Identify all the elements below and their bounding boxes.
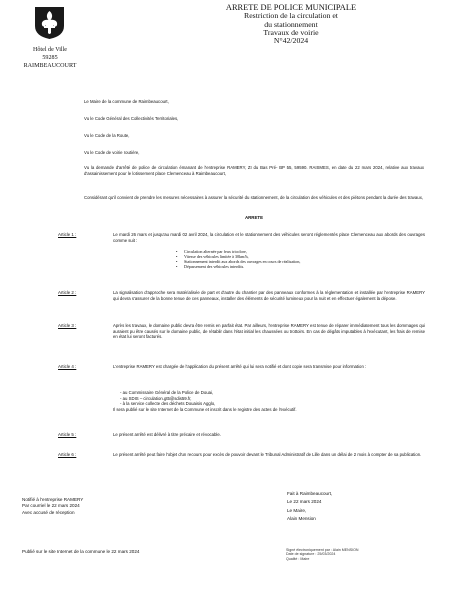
preamble-code-route: Vu le Code de la Route, [84, 133, 130, 138]
article-1-bullets [176, 249, 300, 269]
article-1-text: Le mardi 26 mars et jusqu'au mardi 02 avril 2024, la circulation et le stationnement des véhicules seront réglementés place Clemenceau aux abords des ouvrages comme suit : [113, 232, 425, 243]
esign-signer: Signé électroniquement par : Alain MENSION [286, 548, 359, 552]
city-postal-name: 59285 RAIMBEAUCOURT [23, 55, 77, 69]
notification-block [22, 497, 83, 516]
article-2-label: Article 2 : [58, 290, 77, 295]
notification-company: Notifié à l'entreprise RAMERY [22, 497, 84, 502]
article-2-text: La signalisation d'approche sera matérialisée de part et d'autre du chantier par des panneaux conformes à la réglementation et installée par l'entreprise RAMERY qui devra s'assurer de la bonne tenue de ces panneaux, installer des éléments de sécurité lumineux pour la nuit et en effectuer également la dépose. [113, 290, 425, 301]
signature-name: Alain Mension [287, 516, 316, 522]
bullet-text: Dépassement des véhicules interdits. [184, 264, 245, 270]
publication-note: Publié sur le site Internet de la commune le 22 mars 2024 [22, 549, 140, 554]
article-4-publication: Il sera publié sur le site Internet de la Commune et inscrit dans le registre des actes de l'exécutif. [113, 407, 297, 412]
signature-role: Le Maire, [287, 507, 307, 513]
bullet-item: • Vitesse des véhicules limitée à 30km/h, [176, 254, 249, 260]
title-number: N°42/2024 [273, 36, 309, 46]
preamble-request: Vu la demande d'arrêté de police de circulation émanant de l'entreprise RAMERY, ZI du Bas Pré- BP 55, 59590. RAISMES, en date du 22 mars 2024, relative aux travaux d'assainissement pour le lotissement place Clemenceau à Raimbeaucourt, [84, 165, 424, 176]
esign-date: Date de signature : 25/03/2024 [286, 552, 336, 557]
article-5-text: Le présent arrêté est délivré à titre précaire et révocable. [113, 432, 221, 437]
article-3-text: Après les travaux, le domaine public devra être remis en parfait état. Par ailleurs, l'entreprise RAMERY est tenue de réparer immédiatement tous les dommages qui auraient pu être causés sur le domaine public, de rétablir dans l'état initial les chaussées ou trottoirs. En cas de dégâts imputables à l'exécutant, les frais de remise en état lui seront facturés. [113, 323, 425, 340]
article-6-label: Article 6 : [58, 452, 77, 457]
recipient-waste-service: - à la service collecte des déchets Douaisis Agglo, [120, 401, 216, 407]
signature-place: Fait à Raimbeaucourt, [287, 491, 333, 496]
preamble-cgct: Vu le Code Général des Collectivités Territoriales, [84, 116, 179, 121]
article-4-text: L'entreprise RAMERY est chargée de l'application du présent arrêté qui lui sera notifié et dont copie sera transmise pour information : [113, 364, 367, 369]
notification-email-date: Par courriel le 22 mars 2024 [22, 503, 80, 509]
signature-date: Le 22 mars 2024 [287, 499, 322, 505]
bullet-item: • Dépassement des véhicules interdits. [176, 264, 245, 270]
bullet-text: Vitesse des véhicules limitée à 30km/h, [184, 254, 249, 260]
title-line-3: du stationnement [264, 19, 318, 29]
recipient-sdis: - au SDIS – circulation.gt5@sdis59.fr, [120, 395, 192, 401]
bullet-item: • Circulation alternée par feux tricolore, [176, 249, 247, 254]
preamble-code-voirie: Vu le Code de voirie routière, [84, 150, 140, 155]
title-main: ARRETE DE POLICE MUNICIPALE [225, 3, 357, 12]
city-address [18, 46, 82, 70]
article-6-text: Le présent arrêté peut faire l'objet d'un recours pour excès de pouvoir devant le Tribunal Administratif de Lille dans un délai de 2 mois à compter de sa publication. [113, 452, 422, 457]
article-5-label: Article 5 : [58, 432, 77, 437]
arrete-heading: ARRETE [244, 215, 264, 220]
article-4-label: Article 4 : [58, 364, 77, 369]
article-4-recipients [120, 390, 215, 407]
preamble-mayor: Le Maire de la commune de Raimbeaucourt, [84, 99, 169, 104]
fleur-de-lis-shield-icon [34, 6, 65, 40]
signature-block [287, 490, 332, 524]
title-line-4: Travaux de voirie [263, 27, 319, 37]
article-3-label: Article 3 : [58, 323, 77, 328]
article-1-label: Article 1 : [58, 232, 77, 237]
notification-receipt: Avec accusé de réception [22, 509, 75, 515]
bullet-text: Circulation alternée par feux tricolore, [184, 249, 247, 254]
electronic-signature-block [286, 548, 359, 561]
recipient-police: - au Commissaire Général de la Police de Douai, [120, 390, 214, 395]
bullet-item: • Stationnement interdit aux abords des ouvrages en cours de réalisation, [176, 259, 301, 265]
bullet-text: Stationnement interdit aux abords des ouvrages en cours de réalisation, [184, 259, 301, 265]
document-title [196, 4, 386, 45]
preamble-considering: Considérant qu'il convient de prendre les mesures nécessaires à assurer la sécurité du stationnement, de la circulation des véhicules et des piétons pendant la durée des travaux, [84, 195, 424, 200]
title-line-2: Restriction de la circulation et [244, 11, 338, 21]
esign-quality: Qualité : Maire [286, 556, 310, 561]
city-hall-label: Hôtel de Ville [32, 47, 68, 53]
